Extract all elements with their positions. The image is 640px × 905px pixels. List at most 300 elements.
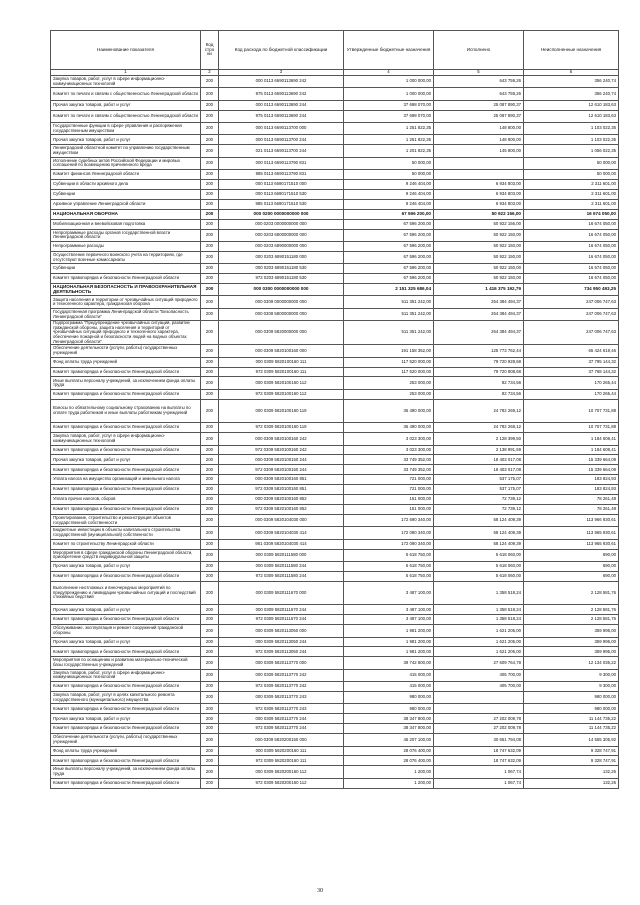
row-classification: 972 0203 6890151180 530 [219,274,344,284]
row-executed: 79 720 808,68 [434,367,524,377]
col-number: 4 [344,70,434,76]
table-row [51,562,619,572]
row-approved: 1 200,00 [344,778,434,788]
row-approved: 38 347 800,00 [344,714,434,724]
row-code: 200 [201,445,219,455]
row-approved: 253 000,00 [344,389,434,399]
header-unexecuted: Неисполненные назначения [524,31,619,70]
row-approved: 3 023 300,00 [344,445,434,455]
row-approved: 9 246 404,00 [344,180,434,190]
row-executed: 537 175,07 [434,485,524,495]
table-row [51,274,619,284]
row-classification: 972 0309 5820100160 852 [219,505,344,515]
row-unexecuted: 10 707 731,88 [524,423,619,433]
row-name: Иные выплаты персоналу учреждений, за исключением фонда оплаты труда [51,766,201,778]
row-classification: 972 0309 5820100160 112 [219,389,344,399]
row-name: Субвенции [51,264,201,274]
row-unexecuted: 359 995,00 [524,647,619,657]
row-classification: 975 0113 6690113690 242 [219,88,344,100]
row-classification: 000 0113 6690113700 000 [219,123,344,135]
table-row [51,367,619,377]
row-unexecuted: 356 240,74 [524,76,619,88]
row-executed: 264 384 494,37 [434,308,524,320]
table-row [51,135,619,145]
row-name: Субвенции [51,189,201,199]
row-code: 200 [201,308,219,320]
row-executed: 643 759,26 [434,88,524,100]
row-unexecuted: 16 674 050,00 [524,241,619,251]
row-approved: 67 596 200,00 [344,264,434,274]
table-row [51,465,619,475]
table-row [51,669,619,681]
table-row [51,189,619,199]
row-classification: 972 0309 5820100160 111 [219,367,344,377]
row-unexecuted: 734 950 493,25 [524,284,619,296]
row-executed: 5 618 060,00 [434,562,524,572]
row-unexecuted: 247 006 747,63 [524,296,619,308]
row-unexecuted: 132,26 [524,778,619,788]
row-executed: 79 720 928,68 [434,357,524,367]
row-classification: 000 0309 5820000000 000 [219,321,344,345]
row-name: Подпрограмма "Предупреждение чрезвычайных ситуаций, развитие гражданской обороны, защита населения и территорий от чрезвычайных ситуаций природного и техногенного характера, обеспечение пожарной и безопасности людей на водных объектах Ленинградской области" [51,321,201,345]
row-approved: 151 000,00 [344,505,434,515]
row-approved: 67 596 200,00 [344,241,434,251]
row-name: Обслуживание, эксплуатация и ремонт сооружений гражданской обороны [51,625,201,637]
row-approved: 3 487 100,00 [344,605,434,615]
table-row [51,433,619,445]
row-code: 200 [201,110,219,122]
row-executed: 24 782 269,12 [434,399,524,423]
col-number: 3 [219,70,344,76]
row-unexecuted: 170 265,44 [524,377,619,389]
row-unexecuted: 2 128 581,76 [524,605,619,615]
row-name: НАЦИОНАЛЬНАЯ БЕЗОПАСНОСТЬ И ПРАВООХРАНИТЕЛЬНАЯ ДЕЯТЕЛЬНОСТЬ [51,284,201,296]
row-name: Государственные функции в сфере управления и распоряжения государственным имуществом [51,123,201,135]
row-code: 200 [201,189,219,199]
row-code: 200 [201,367,219,377]
row-approved: 1 251 822,35 [344,135,434,145]
row-code: 200 [201,692,219,704]
table-row [51,76,619,88]
row-executed: 18 747 632,09 [434,746,524,756]
row-approved: 511 351 242,00 [344,308,434,320]
row-unexecuted: 113 966 930,61 [524,514,619,526]
row-executed: 25 087 890,37 [434,110,524,122]
col-number: 1 [51,70,201,76]
row-unexecuted: 15 339 664,09 [524,455,619,465]
row-approved: 1 981 200,00 [344,647,434,657]
header-code: Код стро ки [201,31,219,70]
row-executed: 148 800,00 [434,135,524,145]
row-code: 200 [201,527,219,539]
table-row [51,625,619,637]
row-classification: 000 0309 5820113050 000 [219,625,344,637]
row-approved: 28 076 400,00 [344,746,434,756]
row-classification: 000 0309 5820100160 000 [219,345,344,357]
row-executed: 643 759,26 [434,76,524,88]
row-name: Комитет правопорядка и безопасности Ленинградской области [51,445,201,455]
row-unexecuted: 50 000,00 [524,157,619,169]
row-code: 200 [201,209,219,219]
row-name: Комитет правопорядка и безопасности Ленинградской области [51,647,201,657]
row-executed [434,157,524,169]
row-name: Фонд оплаты труда учреждений [51,746,201,756]
table-row [51,145,619,157]
row-classification: 985 0113 6690171510 530 [219,199,344,209]
row-name: Субвенции в области архивного дела [51,180,201,190]
row-approved: 172 690 340,00 [344,514,434,526]
row-unexecuted: 12 134 035,22 [524,657,619,669]
row-executed: 6 934 803,00 [434,189,524,199]
row-executed: 1 358 518,24 [434,581,524,605]
row-code: 200 [201,615,219,625]
row-code: 200 [201,778,219,788]
row-classification: 021 0113 6690113700 244 [219,145,344,157]
row-approved: 151 000,00 [344,495,434,505]
row-code: 200 [201,682,219,692]
row-code: 200 [201,433,219,445]
row-classification: 000 0309 5820111670 000 [219,581,344,605]
row-executed: 18 403 017,08 [434,455,524,465]
row-executed: 1 621 205,00 [434,637,524,647]
row-unexecuted: 2 311 601,00 [524,189,619,199]
row-executed: 5 618 060,00 [434,549,524,561]
table-row [51,756,619,766]
row-approved: 35 490 000,00 [344,423,434,433]
row-unexecuted: 16 674 050,00 [524,219,619,229]
row-classification: 000 0309 5820100160 119 [219,399,344,423]
row-classification: 000 0309 5820100160 851 [219,475,344,485]
row-approved: 67 596 200,00 [344,219,434,229]
table-row [51,605,619,615]
row-name: Закупка товаров, работ, услуг в сфере информационно-коммуникационных технологий [51,669,201,681]
row-code: 200 [201,495,219,505]
row-executed: 50 922 156,00 [434,219,524,229]
row-executed: 2 128 399,50 [434,433,524,445]
row-classification: 000 0309 5820113770 243 [219,692,344,704]
row-name: Уплата налога на имущество организаций и земельного налога [51,475,201,485]
table-row [51,345,619,357]
table-row [51,692,619,704]
row-executed: 50 922 150,00 [434,229,524,241]
row-name: Закупка товаров, работ, услуг в сфере информационно-коммуникационных технологий [51,433,201,445]
row-unexecuted: 1 056 022,35 [524,145,619,157]
table-row [51,485,619,495]
row-code: 200 [201,296,219,308]
row-name: Комитет правопорядка и безопасности Ленинградской области [51,704,201,714]
row-approved: 1 981 200,00 [344,637,434,647]
row-executed: 27 202 009,78 [434,724,524,734]
row-approved: 415 000,00 [344,669,434,681]
row-name: Обеспечение деятельности (услуги, работы) государственных учреждений [51,734,201,746]
table-body [51,76,619,789]
row-classification: 000 0309 5820200160 111 [219,746,344,756]
row-approved: 511 351 242,00 [344,296,434,308]
row-approved: 37 698 070,00 [344,100,434,110]
row-name: Комитет правопорядка и безопасности Ленинградской области [51,724,201,734]
row-name: Комитет правопорядка и безопасности Ленинградской области [51,367,201,377]
row-unexecuted: 15 339 664,09 [524,465,619,475]
row-name: Комитет правопорядка и безопасности Ленинградской области [51,505,201,515]
row-code: 200 [201,157,219,169]
table-row [51,657,619,669]
row-classification: 972 0309 5820111580 244 [219,571,344,581]
row-classification: 000 0309 5820200160 000 [219,734,344,746]
row-code: 200 [201,724,219,734]
row-classification: 000 0113 6690113700 244 [219,135,344,145]
row-approved: 3 487 100,00 [344,581,434,605]
row-approved: 1 981 200,00 [344,625,434,637]
row-unexecuted: 132,26 [524,766,619,778]
table-row [51,647,619,657]
row-unexecuted: 37 768 144,32 [524,367,619,377]
row-approved: 1 200,00 [344,766,434,778]
row-executed: 5 618 060,00 [434,571,524,581]
row-unexecuted: 2 128 581,76 [524,615,619,625]
row-classification: 000 0113 6690171510 530 [219,189,344,199]
row-name: Комитет правопорядка и безопасности Ленинградской области [51,615,201,625]
table-row [51,110,619,122]
row-code: 200 [201,657,219,669]
row-approved: 67 596 200,00 [344,274,434,284]
row-approved: 9 246 404,00 [344,199,434,209]
row-unexecuted: 12 610 183,63 [524,100,619,110]
row-approved: 191 158 352,00 [344,345,434,357]
row-classification: 000 0309 5820100160 852 [219,495,344,505]
row-code: 200 [201,485,219,495]
row-classification: 000 0203 6890151180 530 [219,264,344,274]
row-name: Непрограммные расходы органов государственной власти Ленинградской области [51,229,201,241]
row-executed: 1 621 205,00 [434,625,524,637]
row-approved: 28 076 400,00 [344,756,434,766]
row-unexecuted: 183 824,93 [524,475,619,485]
row-executed: 50 922 156,00 [434,209,524,219]
table-row [51,527,619,539]
row-classification: 000 0203 6890000000 000 [219,241,344,251]
table-row [51,123,619,135]
row-code: 200 [201,625,219,637]
row-classification: 972 0309 5820100160 851 [219,485,344,495]
row-classification: 000 0200 0000000000 000 [219,209,344,219]
row-unexecuted: 11 144 735,22 [524,714,619,724]
table-row [51,571,619,581]
row-name: Прочая закупка товаров, работ и услуг [51,605,201,615]
row-classification: 972 0309 5820100160 244 [219,465,344,475]
row-code: 200 [201,264,219,274]
row-classification: 000 0203 6800000000 000 [219,229,344,241]
table-row [51,321,619,345]
row-name: Комитет правопорядка и безопасности Ленинградской области [51,756,201,766]
row-approved: 5 618 750,00 [344,562,434,572]
row-classification: 972 0309 5820200160 112 [219,778,344,788]
row-executed: 82 734,56 [434,389,524,399]
table-row [51,180,619,190]
row-code: 200 [201,605,219,615]
row-unexecuted: 359 995,00 [524,637,619,647]
budget-execution-table [50,30,619,789]
table-row [51,241,619,251]
row-classification: 972 0309 5820113050 244 [219,647,344,657]
row-unexecuted: 16 674 050,00 [524,274,619,284]
row-code: 200 [201,756,219,766]
row-approved: 415 000,00 [344,682,434,692]
row-approved: 117 520 000,00 [344,357,434,367]
row-approved: 50 000,00 [344,157,434,169]
row-classification: 000 0203 0000000000 000 [219,219,344,229]
row-executed: 82 734,56 [434,377,524,389]
row-unexecuted: 247 006 747,63 [524,321,619,345]
table-row [51,357,619,367]
row-executed: 6 934 803,00 [434,180,524,190]
row-executed: 537 175,07 [434,475,524,485]
row-executed: 27 202 009,78 [434,714,524,724]
row-unexecuted: 16 674 050,00 [524,229,619,241]
table-row [51,615,619,625]
row-name: Исполнение судебных актов Российской Федерации и мировых соглашений по возмещению причиненного вреда [51,157,201,169]
row-approved: 50 000,00 [344,170,434,180]
row-name: Комитет правопорядка и безопасности Ленинградской области [51,682,201,692]
row-name: Закупка товаров, работ, услуг в сфере информационно-коммуникационных технологий [51,76,201,88]
table-row [51,778,619,788]
row-code: 200 [201,180,219,190]
row-code: 200 [201,357,219,367]
row-unexecuted: 2 128 581,76 [524,581,619,605]
table-row [51,284,619,296]
table-row [51,455,619,465]
table-row [51,746,619,756]
row-executed [434,704,524,714]
table-row [51,704,619,714]
row-executed: 50 922 150,00 [434,264,524,274]
row-executed: 125 773 762,44 [434,345,524,357]
row-code: 200 [201,423,219,433]
row-approved: 33 749 352,00 [344,465,434,475]
row-code: 200 [201,746,219,756]
row-code: 200 [201,704,219,714]
row-code: 200 [201,251,219,263]
row-executed: 30 651 794,08 [434,734,524,746]
row-unexecuted: 359 995,00 [524,625,619,637]
row-classification: 000 0309 5820104030 000 [219,514,344,526]
row-classification: 000 0113 6690171510 000 [219,180,344,190]
row-classification: 000 0309 5820200160 112 [219,766,344,778]
row-executed: 18 403 017,08 [434,465,524,475]
row-code: 200 [201,229,219,241]
row-name: Осуществление первичного воинского учета на территориях, где отсутствуют военные комиссариаты [51,251,201,263]
row-unexecuted: 9 328 747,91 [524,756,619,766]
row-code: 200 [201,219,219,229]
row-code: 200 [201,389,219,399]
row-unexecuted: 16 674 050,00 [524,264,619,274]
row-code: 200 [201,321,219,345]
row-unexecuted: 690,00 [524,562,619,572]
row-unexecuted: 12 610 183,63 [524,110,619,122]
row-approved: 172 090 340,00 [344,527,434,539]
table-row [51,637,619,647]
row-name: НАЦИОНАЛЬНАЯ ОБОРОНА [51,209,201,219]
row-classification: 000 0309 5820100160 244 [219,455,344,465]
row-name: Защита населения и территории от чрезвычайных ситуаций природного и техногенного характера, гражданская оборона [51,296,201,308]
row-executed [434,170,524,180]
row-name: Комитет по печати и связям с общественностью Ленинградской области [51,110,201,122]
row-approved: 9 246 404,00 [344,189,434,199]
row-executed: 50 922 150,00 [434,274,524,284]
row-code: 200 [201,274,219,284]
header-executed: Исполнено [434,31,524,70]
row-approved: 511 351 242,00 [344,321,434,345]
row-name: Закупка товаров, работ, услуг в целях капитального ремонта государственного (муниципального) имущества [51,692,201,704]
table-row [51,100,619,110]
row-classification: 000 0309 5820104030 414 [219,527,344,539]
col-number: 5 [434,70,524,76]
row-approved: 3 487 100,00 [344,615,434,625]
row-name: Фонд оплаты труда учреждений [51,357,201,367]
row-name: Непрограммные расходы [51,241,201,251]
row-classification: 000 0309 5820113770 242 [219,669,344,681]
row-name: Комитет по строительству Ленинградской области [51,539,201,549]
table-row [51,505,619,515]
row-approved: 67 596 200,00 [344,251,434,263]
row-approved: 1 000 000,00 [344,88,434,100]
row-name: Прочая закупка товаров, работ и услуг [51,100,201,110]
row-code: 200 [201,465,219,475]
row-code: 200 [201,76,219,88]
row-code: 200 [201,637,219,647]
row-classification: 972 0309 5820100160 242 [219,445,344,455]
row-unexecuted: 37 795 144,32 [524,357,619,367]
row-name: Комитет правопорядка и безопасности Ленинградской области [51,465,201,475]
row-executed: 264 384 494,37 [434,296,524,308]
row-name: Бюджетные инвестиции в объекты капитального строительства государственной (муниципальной) собственности [51,527,201,539]
table-row [51,170,619,180]
row-name: Уплата прочих налогов, сборов [51,495,201,505]
row-approved: 1 201 822,35 [344,145,434,157]
row-classification: 000 0309 5800000000 000 [219,308,344,320]
row-executed: 6 934 803,00 [434,199,524,209]
table-row [51,549,619,561]
row-classification: 981 0309 5820104030 414 [219,539,344,549]
row-approved: 1 000 000,00 [344,76,434,88]
header-approved: Утвержденные бюджетные назначения [344,31,434,70]
row-code: 200 [201,241,219,251]
row-executed: 50 922 150,00 [434,251,524,263]
row-unexecuted: 2 311 601,00 [524,180,619,190]
row-approved: 67 596 200,00 [344,229,434,241]
row-unexecuted: 690,00 [524,571,619,581]
table-row [51,423,619,433]
row-executed: 264 384 494,37 [434,321,524,345]
row-unexecuted: 980 000,00 [524,692,619,704]
row-name: Ленинградский областной комитет по управлению государственным имуществом [51,145,201,157]
row-executed: 2 138 991,59 [434,445,524,455]
row-executed: 1 621 205,00 [434,647,524,657]
row-name: Проектирование, строительство и реконструкция объектов государственной собственности [51,514,201,526]
row-unexecuted: 1 184 608,41 [524,433,619,445]
row-code: 200 [201,514,219,526]
row-code: 200 [201,123,219,135]
table-row [51,389,619,399]
header-name: Наименование показателя [51,31,201,70]
row-unexecuted: 78 261,48 [524,495,619,505]
row-executed: 1 067,74 [434,766,524,778]
row-name: Взносы по обязательному социальному страхованию на выплаты по оплате труда работников и иные выплаты работникам учреждений [51,399,201,423]
row-approved: 38 347 800,00 [344,724,434,734]
row-name: Прочая закупка товаров, работ и услуг [51,562,201,572]
row-classification: 000 0309 5820111580 244 [219,562,344,572]
row-approved: 35 490 000,00 [344,399,434,423]
row-code: 200 [201,170,219,180]
row-name: Мобилизационная и вневойсковая подготовка [51,219,201,229]
